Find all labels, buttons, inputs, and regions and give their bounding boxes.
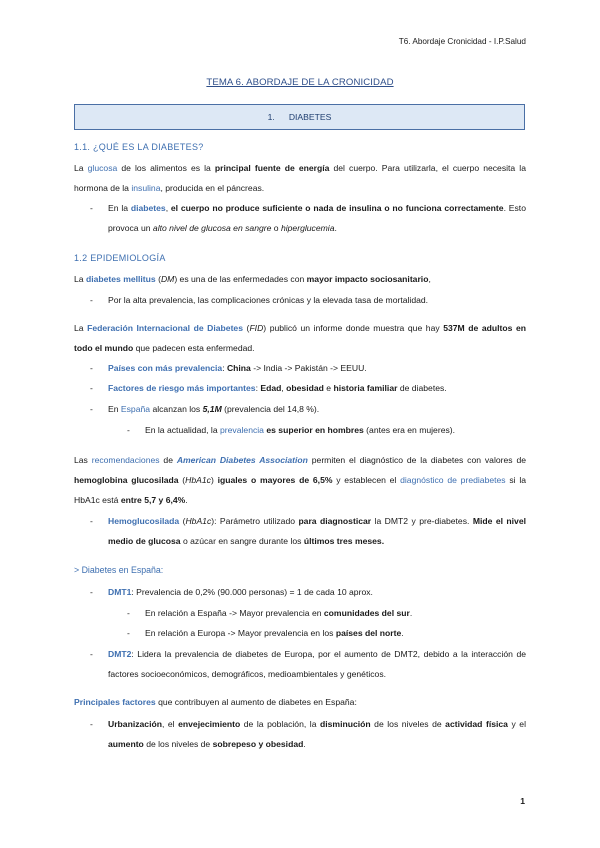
bullet-dash: - — [90, 383, 93, 393]
bullet-risk-factors: Factores de riesgo más importantes: Edad, obesidad e historia familiar de diabetes. — [108, 383, 447, 393]
document-title: TEMA 6. ABORDAJE DE LA CRONICIDAD — [206, 77, 394, 88]
running-header: T6. Abordaje Cronicidad - I.P.Salud — [398, 37, 526, 46]
subbullet-spain-south: En relación a España -> Mayor prevalencia en comunidades del sur. — [145, 608, 413, 618]
bullet-dash: - — [90, 404, 93, 414]
bullet-urbanization: Urbanización, el envejecimiento de la población, la disminución de los niveles de actividad física y el aumento de los niveles de sobrepeso y obesidad. — [108, 719, 526, 749]
paragraph-diabetes-mellitus: La diabetes mellitus (DM) es una de las enfermedades con mayor impacto sociosanitario, — [74, 274, 431, 284]
bullet-dash: - — [127, 425, 130, 435]
bullet-dash: - — [90, 649, 93, 659]
bullet-dmt2: DMT2: Lidera la prevalencia de diabetes de Europa, por el aumento de DMT2, debido a la interacción de factores socioeconómicos, demográficos, medioambientales y genéticos. — [108, 649, 526, 679]
heading-what-is-diabetes: 1.1. ¿QUÉ ES LA DIABETES? — [74, 142, 204, 152]
bullet-dash: - — [127, 628, 130, 638]
bullet-countries: Países con más prevalencia: China -> India -> Pakistán -> EEUU. — [108, 363, 367, 373]
bullet-dash: - — [90, 363, 93, 373]
paragraph-fid: La Federación Internacional de Diabetes (FID) publicó un informe donde muestra que hay 537M de adultos en todo el mundo que padecen esta enfermedad. — [74, 323, 527, 353]
bullet-prevalence-reasons: Por la alta prevalencia, las complicaciones crónicas y la elevada tasa de mortalidad. — [108, 295, 429, 305]
paragraph-glucose: La glucosa de los alimentos es la principal fuente de energía del cuerpo. Para utilizarla, el cuerpo necesita la hormona de la insulina, producida en el páncreas. — [74, 163, 526, 193]
section-label: DIABETES — [288, 112, 332, 122]
heading-diabetes-spain: > Diabetes en España: — [74, 565, 164, 575]
section-box-diabetes — [74, 104, 525, 130]
bullet-spain-count: En España alcanzan los 5,1M (prevalencia del 14,8 %). — [108, 404, 320, 414]
heading-epidemiology: 1.2 EPIDEMIOLOGÍA — [74, 253, 166, 263]
bullet-dash: - — [90, 295, 93, 305]
bullet-dash: - — [90, 203, 93, 213]
bullet-hba1c: Hemoglucosilada (HbA1c): Parámetro utilizado para diagnosticar la DMT2 y pre-diabetes. Mide el nivel medio de glucosa o azúcar en sangre durante los últimos tres meses. — [108, 516, 526, 546]
section-number: 1. — [267, 112, 275, 122]
page-number: 1 — [520, 796, 525, 806]
subbullet-europe-north: En relación a Europa -> Mayor prevalencia en los países del norte. — [145, 628, 404, 638]
subbullet-prevalence-men: En la actualidad, la prevalencia es superior en hombres (antes era en mujeres). — [145, 425, 456, 435]
bullet-dmt1: DMT1: Prevalencia de 0,2% (90.000 personas) = 1 de cada 10 aprox. — [108, 587, 373, 597]
bullet-dash: - — [127, 608, 130, 618]
bullet-dash: - — [90, 587, 93, 597]
bullet-dash: - — [90, 719, 93, 729]
bullet-dash: - — [90, 516, 93, 526]
bullet-diabetes-definition: En la diabetes, el cuerpo no produce suficiente o nada de insulina o no funciona correctamente. Esto provoca un alto nivel de glucosa en sangre o hiperglucemia. — [108, 203, 526, 233]
paragraph-main-factors: Principales factores que contribuyen al aumento de diabetes en España: — [74, 697, 357, 707]
paragraph-ada-recommendations: Las recomendaciones de American Diabetes Association permiten el diagnóstico de la diabetes con valores de hemoglobina glucosilada (HbA1c) iguales o mayores de 6,5% y establecen el diagnóstico de prediabetes si la HbA1c está entre 5,7 y 6,4%. — [74, 455, 527, 505]
